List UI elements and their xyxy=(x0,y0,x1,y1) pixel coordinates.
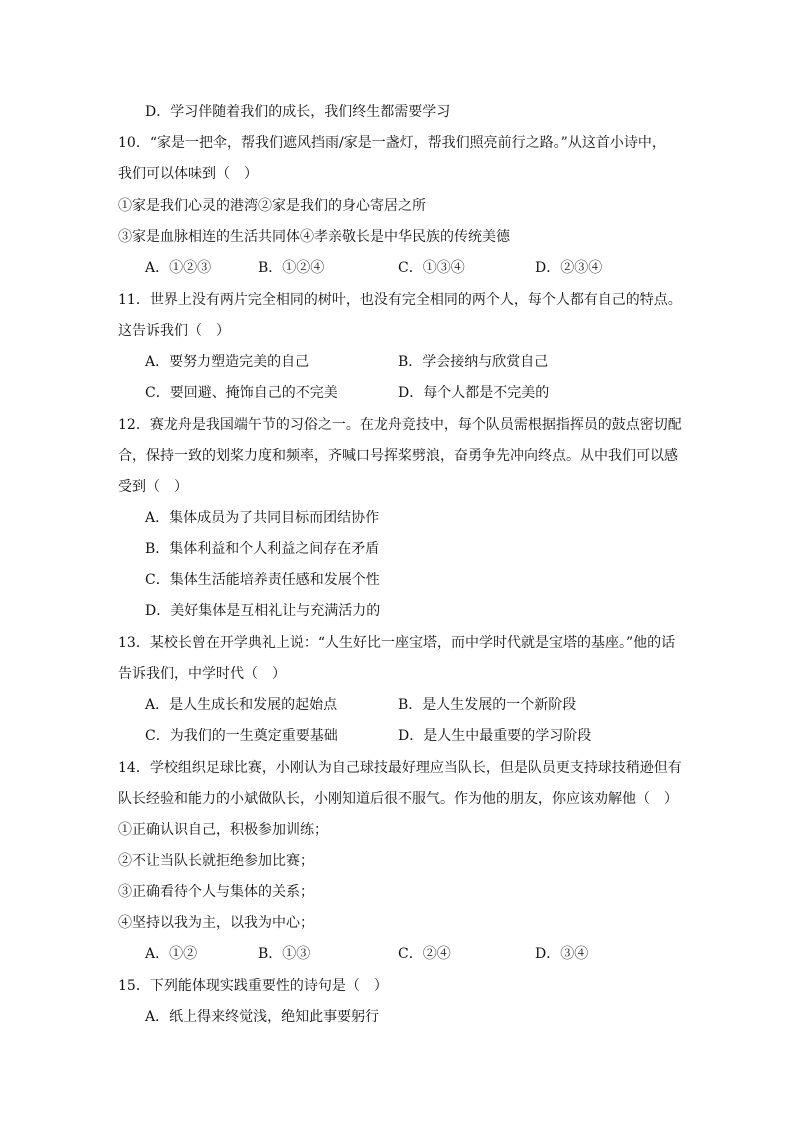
q11-option-b: B．学会接纳与欣赏自己 xyxy=(398,354,549,370)
q10-stem-line2: 我们可以体味到（ ） xyxy=(118,166,258,182)
q12-stem-line3: 受到（ ） xyxy=(118,479,188,495)
q10-stem-line1: 10．“家是一把伞，帮我们遮风挡雨/家是一盏灯，帮我们照亮前行之路。”从这首小诗中， xyxy=(118,135,666,151)
q13-option-c: C．为我们的一生奠定重要基础 xyxy=(145,728,338,744)
q14-option-d: D．③④ xyxy=(535,946,589,962)
q13-option-d: D．是人生中最重要的学习阶段 xyxy=(398,728,592,744)
q11-option-c: C．要回避、掩饰自己的不完美 xyxy=(145,385,338,401)
q14-stem-line2: 队长经验和能力的小斌做队长，小刚知道后很不服气。作为他的朋友，你应该劝解他（ ） xyxy=(118,791,678,807)
q15-option-a: A．纸上得来终觉浅，绝知此事要躬行 xyxy=(145,1009,380,1025)
q14-item-1: ①正确认识自己，积极参加训练； xyxy=(118,822,328,838)
q11-stem-line2: 这告诉我们（ ） xyxy=(118,323,230,339)
q12-option-d: D．美好集体是互相礼让与充满活力的 xyxy=(145,603,381,619)
q12-stem-line1: 12．赛龙舟是我国端午节的习俗之一。在龙舟竞技中，每个队员需根据指挥员的鼓点密切配 xyxy=(118,417,682,433)
q13-stem-line1: 13．某校长曾在开学典礼上说：“人生好比一座宝塔，而中学时代就是宝塔的基座。”他的话 xyxy=(118,635,676,651)
q15-stem-line1: 15．下列能体现实践重要性的诗句是（ ） xyxy=(118,978,388,994)
q11-option-a: A．要努力塑造完美的自己 xyxy=(145,354,310,370)
q10-option-b: B．①②④ xyxy=(258,260,325,276)
q11-stem-line1: 11．世界上没有两片完全相同的树叶，也没有完全相同的两个人，每个人都有自己的特点。 xyxy=(118,292,682,308)
q14-option-c: C．②④ xyxy=(398,946,451,962)
q11-option-d: D．每个人都是不完美的 xyxy=(398,385,550,401)
q14-item-3: ③正确看待个人与集体的关系； xyxy=(118,884,314,900)
q13-option-a: A．是人生成长和发展的起始点 xyxy=(145,697,338,713)
q12-option-a: A．集体成员为了共同目标而团结协作 xyxy=(145,510,380,526)
q14-option-a: A．①② xyxy=(145,946,198,962)
q13-stem-line2: 告诉我们，中学时代（ ） xyxy=(118,666,286,682)
q9-option-d: D．学习伴随着我们的成长，我们终生都需要学习 xyxy=(145,104,451,120)
q10-option-d: D．②③④ xyxy=(535,260,603,276)
q10-item-line1: ①家是我们心灵的港湾②家是我们的身心寄居之所 xyxy=(118,198,426,214)
q10-option-a: A．①②③ xyxy=(145,260,212,276)
q12-stem-line2: 合，保持一致的划桨力度和频率，齐喊口号挥桨劈浪，奋勇争先冲向终点。从中我们可以感 xyxy=(118,448,678,464)
q12-option-b: B．集体利益和个人利益之间存在矛盾 xyxy=(145,541,380,557)
q14-item-4: ④坚持以我为主，以我为中心； xyxy=(118,915,314,931)
q10-item-line2: ③家是血脉相连的生活共同体④孝亲敬长是中华民族的传统美德 xyxy=(118,229,510,245)
q13-option-b: B．是人生发展的一个新阶段 xyxy=(398,697,577,713)
q12-option-c: C．集体生活能培养责任感和发展个性 xyxy=(145,572,380,588)
q14-option-b: B．①③ xyxy=(258,946,311,962)
q14-item-2: ②不让当队长就拒绝参加比赛； xyxy=(118,853,314,869)
q14-stem-line1: 14．学校组织足球比赛，小刚认为自己球技最好理应当队长，但是队员更支持球技稍逊但有 xyxy=(118,760,682,776)
q10-option-c: C．①③④ xyxy=(398,260,465,276)
